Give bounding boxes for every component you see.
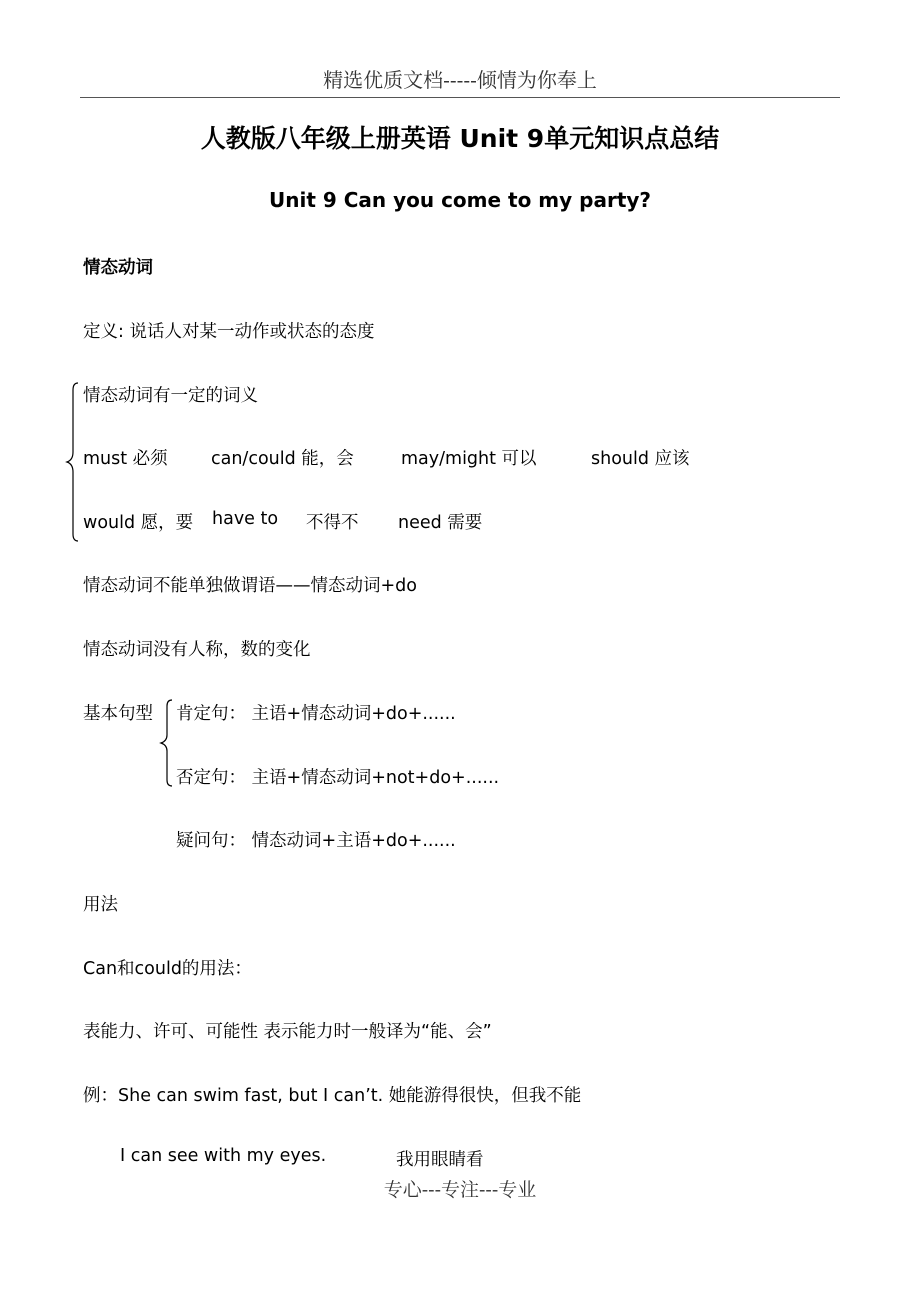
meaning-intro: 情态动词有一定的词义 bbox=[83, 386, 258, 406]
section-heading-modal-verbs: 情态动词 bbox=[83, 258, 153, 278]
meaning-would: would 愿，要 bbox=[83, 513, 194, 533]
meaning-may-might: may/might 可以 bbox=[401, 449, 537, 469]
example-swim: 例：She can swim fast, but I can’t. 她能游得很快，但我不能 bbox=[83, 1086, 582, 1106]
left-brace-icon bbox=[64, 380, 84, 544]
meaning-have-to-zh: 不得不 bbox=[306, 513, 359, 533]
pattern-affirmative: 肯定句： 主语+情态动词+do+...... bbox=[176, 704, 456, 724]
can-could-heading: Can和could的用法： bbox=[83, 959, 252, 979]
definition-text: 定义: 说话人对某一动作或状态的态度 bbox=[83, 322, 375, 342]
pattern-question: 疑问句： 情态动词+主语+do+...... bbox=[176, 831, 456, 851]
meaning-need: need 需要 bbox=[398, 513, 483, 533]
usage-heading: 用法 bbox=[83, 895, 118, 915]
document-title: 人教版八年级上册英语 Unit 9单元知识点总结 bbox=[200, 124, 720, 153]
page-footer: 专心---专注---专业 bbox=[383, 1179, 537, 1201]
meaning-can-could: can/could 能，会 bbox=[211, 449, 354, 469]
page-header: 精选优质文档-----倾情为你奉上 bbox=[323, 68, 597, 92]
meaning-must: must 必须 bbox=[83, 449, 168, 469]
example-see-chinese: 我用眼睛看 bbox=[396, 1150, 484, 1170]
rule-not-alone: 情态动词不能单独做谓语——情态动词+do bbox=[83, 576, 417, 596]
can-meaning: 表能力、许可、可能性 表示能力时一般译为“能、会” bbox=[83, 1022, 492, 1042]
meaning-should: should 应该 bbox=[591, 449, 690, 469]
patterns-label: 基本句型 bbox=[83, 704, 153, 724]
rule-no-person-number: 情态动词没有人称，数的变化 bbox=[83, 640, 311, 660]
header-divider bbox=[80, 97, 840, 98]
patterns-brace-icon bbox=[156, 697, 174, 789]
meaning-have-to: have to bbox=[212, 509, 279, 529]
example-see-english: I can see with my eyes. bbox=[120, 1146, 327, 1166]
document-subtitle: Unit 9 Can you come to my party? bbox=[268, 188, 652, 212]
pattern-negative: 否定句： 主语+情态动词+not+do+...... bbox=[176, 768, 500, 788]
